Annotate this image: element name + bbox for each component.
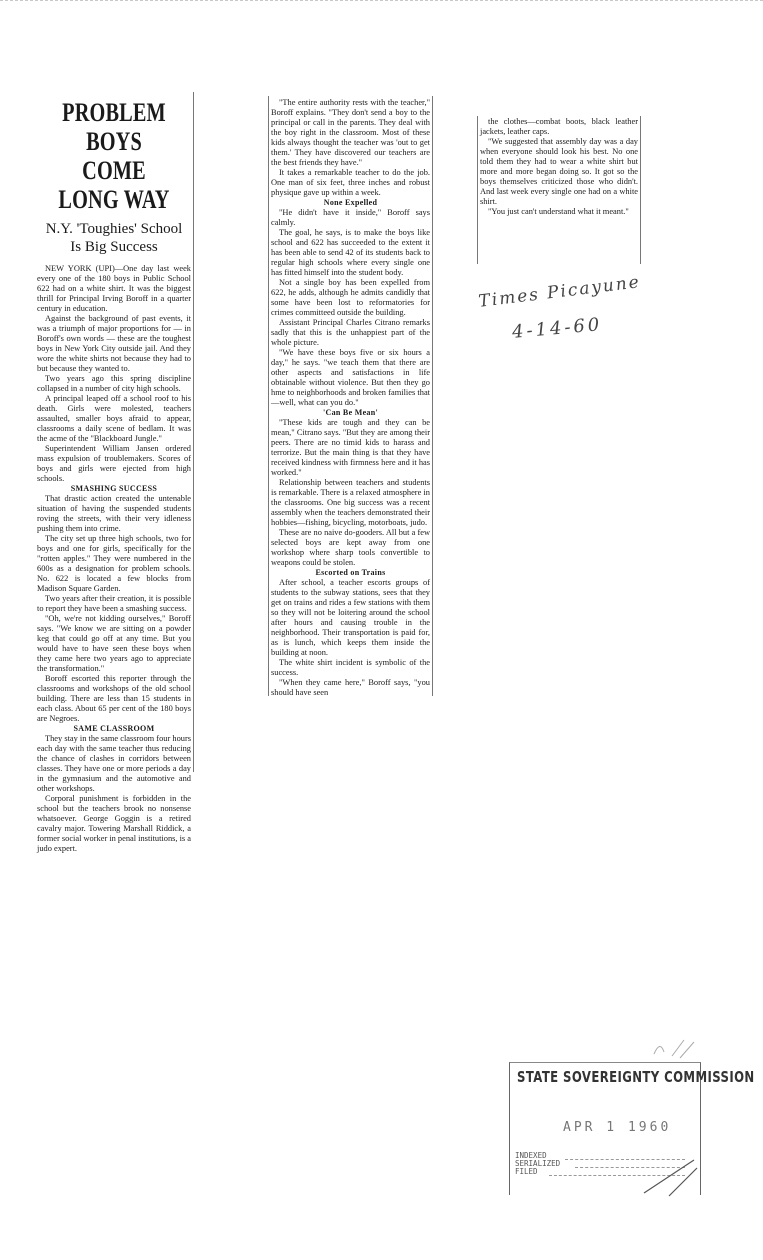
pencil-scribble-icon <box>650 1036 700 1060</box>
column-rule <box>268 96 269 696</box>
headline-line-1: PROBLEM BOYS <box>62 98 166 156</box>
paragraph: Assistant Principal Charles Citrano remarks sadly that this is the unhappiest part of the whole picture. <box>271 318 430 347</box>
paragraph: "These kids are tough and they can be mean," Citrano says. "But they are among their peers. There are no timid kids to harass and terrorize. But the main thing is that they have received kindness with firmness here and it has worked." <box>271 418 430 477</box>
deck <box>37 220 191 256</box>
headline <box>54 98 174 214</box>
paragraph: "When they came here," Boroff says, "you should have seen <box>271 678 430 697</box>
article-column-1 <box>37 98 191 854</box>
paragraph: The white shirt incident is symbolic of the success. <box>271 658 430 677</box>
paragraph: NEW YORK (UPI)—One day last week every one of the 180 boys in Public School 622 had on a white shirt. It was the biggest thrill for Principal Irving Boroff in a quarter century in education. <box>37 264 191 313</box>
stamp-serialized: SERIALIZED <box>515 1159 561 1168</box>
deck-line-2: Is Big Success <box>70 239 158 255</box>
handwritten-date: 4-14-60 <box>511 314 604 343</box>
paragraph: They stay in the same classroom four hours each day with the same teacher thus reducing the chance of clashes in corridors between classes. They have one or more periods a day in the gymnasium and the automotive and other workshops. <box>37 734 191 793</box>
paragraph: Corporal punishment is forbidden in the school but the teachers brook no nonsense whatsoever. George Goggin is a retired cavalry major. Towering Marshall Riddick, a former social worker in penal institutions, is a judo expert. <box>37 794 191 853</box>
paragraph: After school, a teacher escorts groups of students to the subway stations, sees that they get on trains and rides a few stations with them so they will not be loitering around the school after hours and causing trouble in the neighborhood. Their transportation is paid for, as is lunch, which keeps them inside the building at noon. <box>271 578 430 657</box>
scan-edge <box>0 0 763 1</box>
article-column-2 <box>271 98 430 698</box>
handwritten-source: Times Picayune <box>477 272 642 312</box>
paragraph: Against the background of past events, it was a triumph of major proportions for — in Boroff's own words — these are the toughest boys in New York City outside jail. And they wore the white shirts not because they had to but because they wanted to. <box>37 314 191 373</box>
column-rule <box>432 96 433 696</box>
paragraph: Two years ago this spring discipline collapsed in a number of city high schools. <box>37 374 191 393</box>
article-column-3 <box>480 117 638 217</box>
paragraph: The goal, he says, is to make the boys like school and 622 has succeeded to the extent it has been able to send 42 of its students back to regular high schools where every single one has fitted himself into the student body. <box>271 228 430 277</box>
subhead: Escorted on Trains <box>315 568 386 577</box>
paragraph: "You just can't understand what it meant." <box>488 207 629 216</box>
subhead: SMASHING SUCCESS <box>70 484 158 493</box>
commission-stamp <box>509 1062 755 1192</box>
stamp-date: APR 1 1960 <box>563 1120 672 1135</box>
column-rule <box>193 92 194 772</box>
paragraph: "We suggested that assembly day was a day when everyone should look his best. No one told them they had to wear a white shirt but more and more began doing so. It got so the boys themselves criticized those who didn't. And last week every single one had on a white shirt. <box>480 137 638 206</box>
paragraph: Two years after their creation, it is possible to report they have been a smashing success. <box>37 594 191 613</box>
paragraph: "He didn't have it inside," Boroff says calmly. <box>271 208 430 227</box>
paragraph: Relationship between teachers and students is remarkable. There is a relaxed atmosphere in the classrooms. One big success was a recent assembly when the teachers demonstrated their hobbies—fishing, bicycling, motorboats, judo. <box>271 478 430 527</box>
paragraph: "Oh, we're not kidding ourselves," Boroff says. "We know we are sitting on a powder keg that could go off at any time. But you would have to have seen these boys when they came here two years ago to appreciate the transformation." <box>37 614 191 673</box>
paragraph: Boroff escorted this reporter through the classrooms and workshops of the old school building. There are less than 15 students in each class. About 65 per cent of the 180 boys are Negroes. <box>37 674 191 723</box>
paragraph: Not a single boy has been expelled from 622, he adds, although he admits candidly that some have been lost to reformatories for crimes committeed outside the building. <box>271 278 430 317</box>
deck-line-1: N.Y. 'Toughies' School <box>45 221 183 237</box>
column-rule <box>477 116 478 264</box>
paragraph: "We have these boys five or six hours a day," he says. "we teach them that there are other aspects and satisfactions in life obtainable without violence. But then they go hme to neighborhoods and broken families that—well, what can you do." <box>271 348 430 407</box>
paragraph: "The entire authority rests with the teacher," Boroff explains. "They don't send a boy to the principal or call in the parents. They deal with the boy right in the classroom. Most of these kids always thought the teacher was 'out to get them.' They have discovered our teachers are the best friends they have." <box>271 98 430 167</box>
paragraph: A principal leaped off a school roof to his death. Girls were molested, teachers assaulted, smaller boys afraid to appear, classrooms a daily scene of bedlam. It was the acme of the "Blackboard Jungle." <box>37 394 191 443</box>
headline-line-2: COME LONG WAY <box>58 156 170 214</box>
paragraph: the clothes—combat boots, black leather jackets, leather caps. <box>480 117 638 136</box>
subhead: SAME CLASSROOM <box>73 724 155 733</box>
paragraph: These are no naive do-gooders. All but a few selected boys are kept away from one workshop where sharp tools convertible to weapons could be stolen. <box>271 528 430 567</box>
stamp-title: STATE SOVEREIGNTY COMMISSION <box>517 1068 755 1086</box>
subhead: 'Can Be Mean' <box>322 408 378 417</box>
stamp-mark-icon <box>639 1158 699 1198</box>
subhead: None Expelled <box>323 198 378 207</box>
paragraph: That drastic action created the untenable situation of having the suspended students roving the streets, with their very idleness pushing them into crime. <box>37 494 191 533</box>
stamp-indexed: INDEXED <box>515 1151 547 1160</box>
paragraph: It takes a remarkable teacher to do the job. One man of six feet, three inches and robust physique gave up within a week. <box>271 168 430 197</box>
paragraph: Superintendent William Jansen ordered mass expulsion of troublemakers. Scores of boys and girls were ejected from high schools. <box>37 444 191 483</box>
column-rule <box>640 116 641 264</box>
stamp-filed: FILED <box>515 1167 538 1176</box>
paragraph: The city set up three high schools, two for boys and one for girls, specifically for the "rotten apples." They were numbered in the 600s as a designation for problem schools. No. 622 is located a few blocks from Madison Square Garden. <box>37 534 191 593</box>
